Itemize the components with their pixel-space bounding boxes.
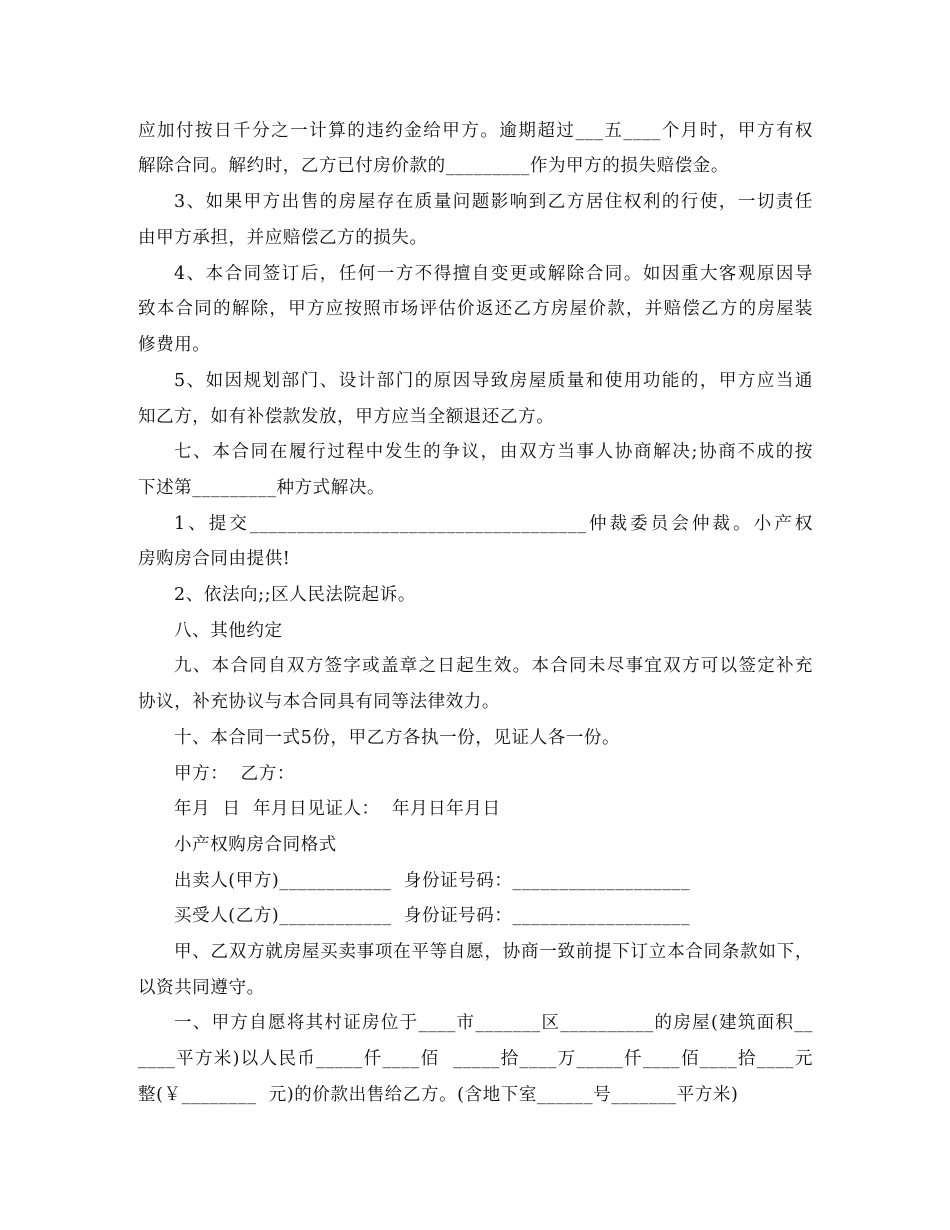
text-line: 甲、乙双方就房屋买卖事项在平等自愿，协商一致前提下订立本合同条款如下， (174, 942, 813, 962)
text-line: 整(￥________ 元)的价款出售给乙方。(含地下室______号_______平方米) (138, 1085, 739, 1105)
text-line: 4、本合同签订后，任何一方不得擅自变更或解除合同。如因重大客观原因导 (174, 264, 813, 284)
text-line: 一、甲方自愿将其村证房位于____市_______区__________的房屋(建筑面积__ (174, 1013, 813, 1033)
text-line: 房购房合同由提供! (138, 549, 291, 569)
seller-field: 出卖人(甲方)____________ 身份证号码：___________________ (174, 871, 691, 891)
text-line: ____平方米)以人民币_____仟____佰 _____拾____万_____仟____佰____拾____元 (138, 1049, 813, 1069)
signature-dates: 年月 日 年月日见证人： 年月日年月日 (174, 799, 501, 819)
section-title: 小产权购房合同格式 (174, 835, 337, 855)
text-line: 应加付按日千分之一计算的违约金给甲方。逾期超过___五____个月时，甲方有权 (138, 121, 813, 141)
text-line: 5、如因规划部门、设计部门的原因导致房屋质量和使用功能的，甲方应当通 (174, 371, 813, 391)
text-line: 致本合同的解除，甲方应按照市场评估价返还乙方房屋价款，并赔偿乙方的房屋装 (138, 299, 813, 319)
text-line: 修费用。 (138, 335, 211, 355)
buyer-field: 买受人(乙方)____________ 身份证号码：___________________ (174, 906, 691, 926)
text-line: 十、本合同一式5份，甲乙方各执一份，见证人各一份。 (174, 728, 621, 748)
text-line: 协议，补充协议与本合同具有同等法律效力。 (138, 692, 500, 712)
text-line: 下述第_________种方式解决。 (138, 478, 386, 498)
text-line: 知乙方，如有补偿款发放，甲方应当全额退还乙方。 (138, 407, 555, 427)
signature-parties: 甲方： 乙方： (174, 764, 295, 784)
text-line: 七、本合同在履行过程中发生的争议，由双方当事人协商解决;协商不成的按 (174, 442, 813, 462)
text-line: 九、本合同自双方签字或盖章之日起生效。本合同未尽事宜双方可以签定补充 (174, 656, 813, 676)
text-line: 2、依法向;;区人民法院起诉。 (174, 585, 416, 605)
text-line: 3、如果甲方出售的房屋存在质量问题影响到乙方居住权利的行使，一切责任 (174, 192, 813, 212)
text-line: 1、提交____________________________________仲裁委员会仲裁。小产权 (174, 514, 813, 534)
text-line: 以资共同遵守。 (138, 978, 265, 998)
text-line: 由甲方承担，并应赔偿乙方的损失。 (138, 228, 428, 248)
text-line: 八、其他约定 (174, 621, 283, 641)
text-line: 解除合同。解约时，乙方已付房价款的_________作为甲方的损失赔偿金。 (138, 156, 729, 176)
